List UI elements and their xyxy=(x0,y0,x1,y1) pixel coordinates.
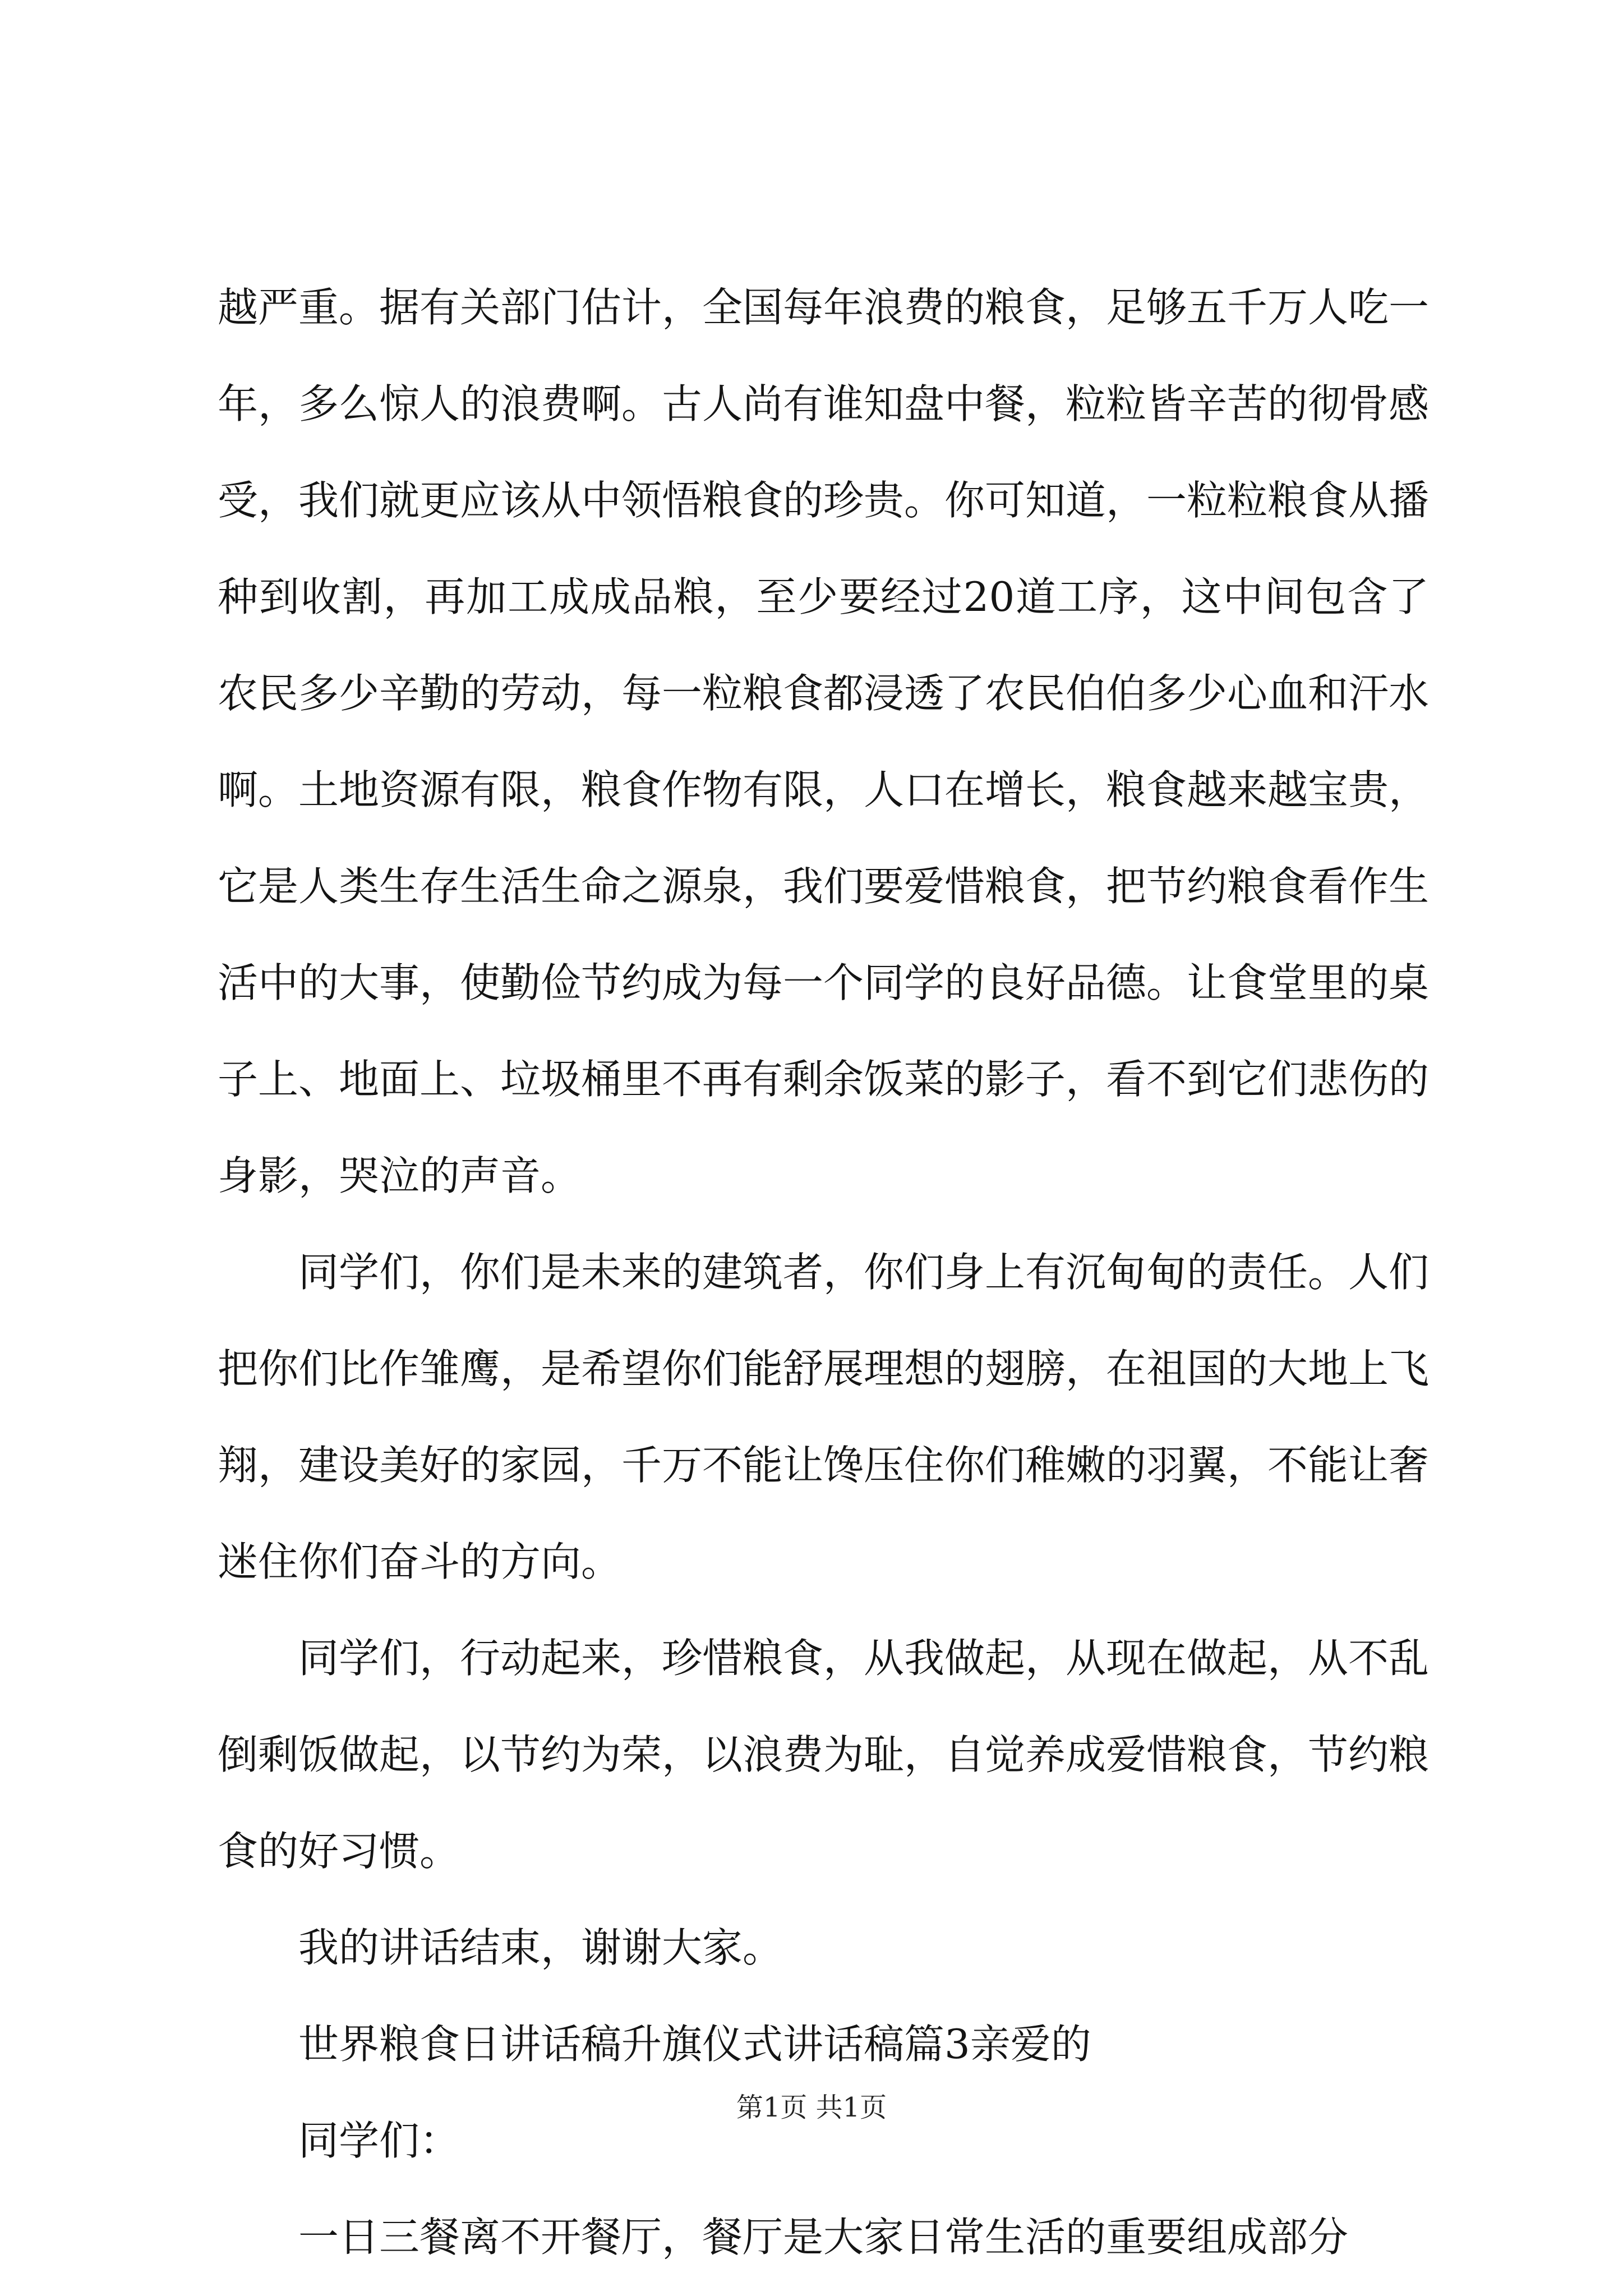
salutation: 同学们： xyxy=(298,2117,460,2164)
section-heading: 世界粮食日讲话稿升旗仪式讲话稿篇3亲爱的 xyxy=(298,2021,1091,2068)
paragraph-take-action: 同学们，行动起来，珍惜粮食，从我做起，从现在做起，从不乱倒剩饭做起，以节约为荣，以浪费为耻，自觉养成爱惜粮食，节约粮食的好习惯。 xyxy=(218,1635,1430,1875)
paragraph-food-waste: 越严重。据有关部门估计，全国每年浪费的粮食，足够五千万人吃一年，多么惊人的浪费啊。古人尚有谁知盘中餐，粒粒皆辛苦的彻骨感受，我们就更应该从中领悟粮食的珍贵。你可知道，一粒粒粮食从播种到收割，再加工成成品粮，至少要经过20道工序，这中间包含了农民多少辛勤的劳动，每一粒粮食都浸透了农民伯伯多少心血和汗水啊。土地资源有限，粮食作物有限，人口在增长，粮食越来越宝贵，它是人类生存生活生命之源泉，我们要爱惜粮食，把节约粮食看作生活中的大事，使勤俭节约成为每一个同学的良好品德。让食堂里的桌子上、地面上、垃圾桶里不再有剩余饭菜的影子，看不到它们悲伤的身影，哭泣的声音。 xyxy=(218,284,1430,1199)
paragraph-dining-hall: 一日三餐离不开餐厅，餐厅是大家日常生活的重要组成部分 xyxy=(298,2214,1349,2261)
document-body xyxy=(218,259,1429,2285)
page-footer: 第1页 共1页 xyxy=(736,2092,887,2123)
paragraph-future-builders: 同学们，你们是未来的建筑者，你们身上有沉甸甸的责任。人们把你们比作雏鹰，是希望你们能舒展理想的翅膀，在祖国的大地上飞翔，建设美好的家园，千万不能让馋压住你们稚嫩的羽翼，不能让奢迷住你们奋斗的方向。 xyxy=(218,1249,1430,1585)
paragraph-speech-end: 我的讲话结束，谢谢大家。 xyxy=(298,1924,783,1971)
